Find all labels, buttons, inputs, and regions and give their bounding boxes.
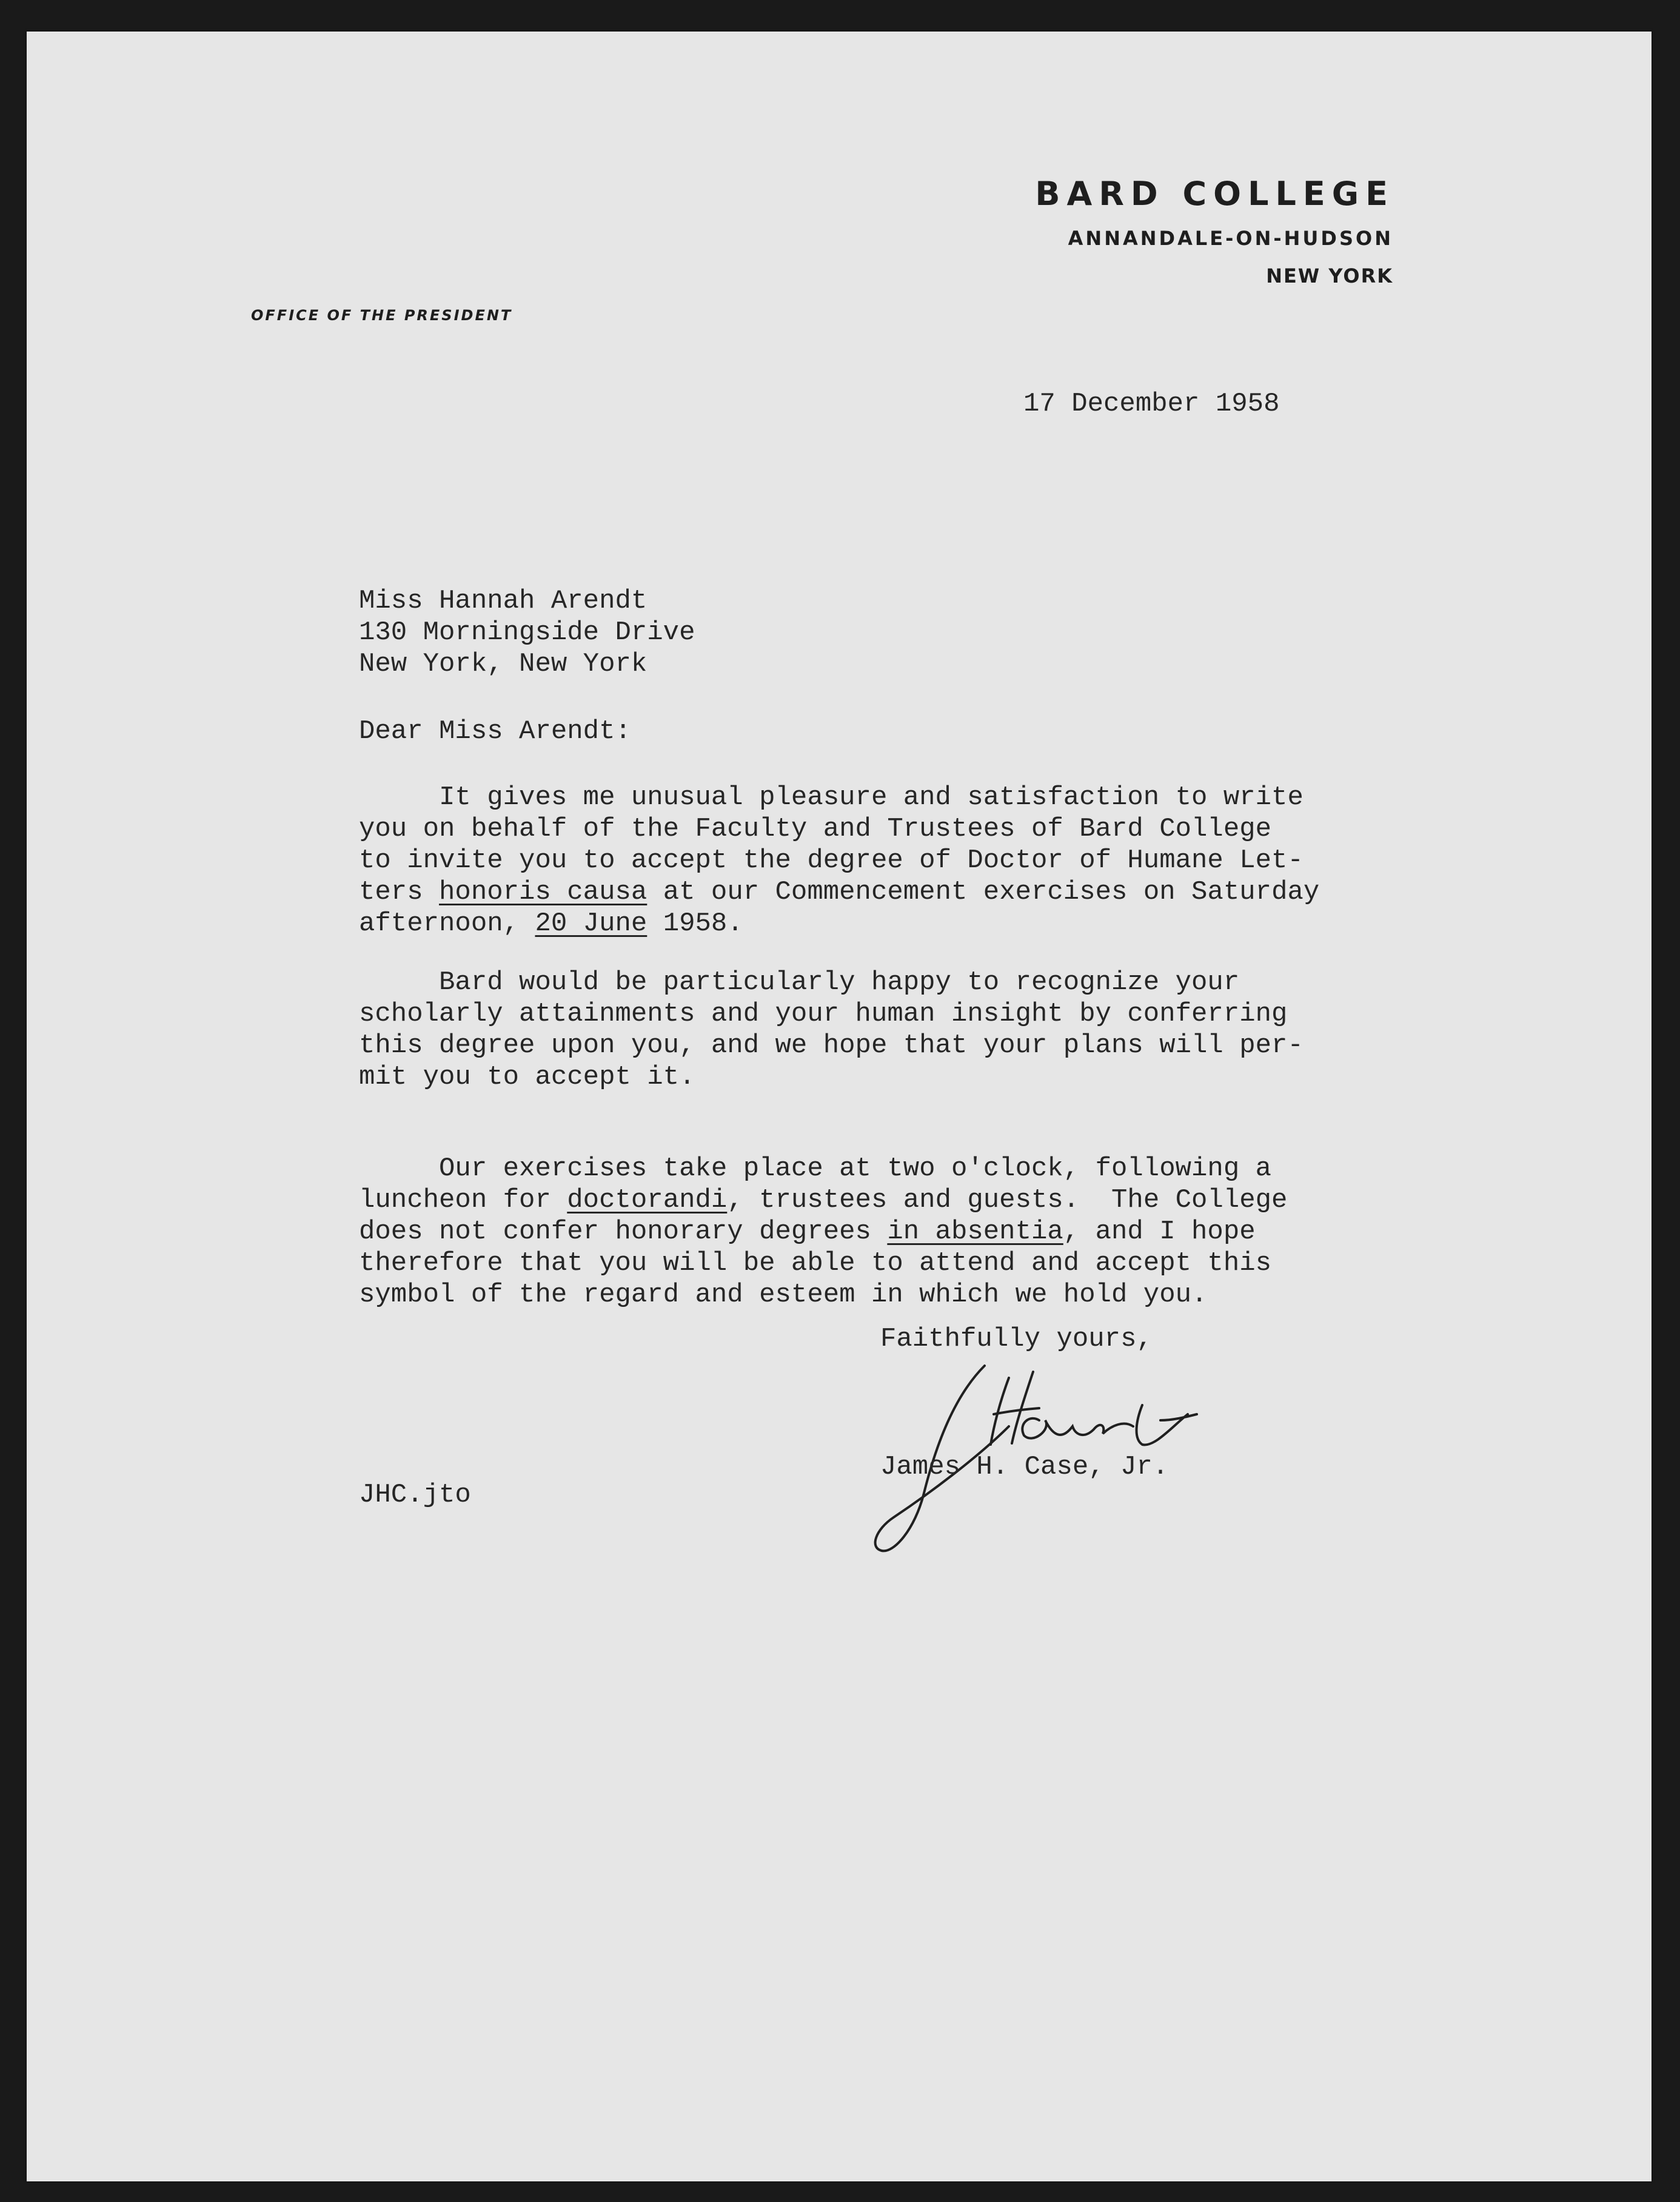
text-line: you on behalf of the Faculty and Trustees of Bard College: [359, 814, 1272, 844]
paragraph-exercises: [359, 1153, 1287, 1311]
recipient-name: Miss Hannah Arendt: [359, 586, 648, 616]
letter-date: 17 December 1958: [1023, 389, 1280, 419]
underlined-phrase: in absentia: [887, 1217, 1063, 1247]
text-line: scholarly attainments and your human insight by conferring: [359, 999, 1288, 1029]
letterhead-state: NEW YORK: [1266, 264, 1393, 287]
text-line: symbol of the regard and esteem in which we hold you.: [359, 1280, 1208, 1310]
text-line: therefore that you will be able to attend and accept this: [359, 1248, 1272, 1278]
recipient-street: 130 Morningside Drive: [359, 617, 695, 648]
letterhead-college: BARD COLLEGE: [1035, 175, 1394, 213]
text-line: ters: [359, 877, 440, 907]
underlined-phrase: honoris causa: [439, 877, 648, 907]
letter-page: [27, 32, 1652, 2181]
text-line: at our Commencement exercises on Saturday: [647, 877, 1320, 907]
text-line: 1958.: [647, 908, 743, 939]
text-line: this degree upon you, and we hope that your plans will per-: [359, 1030, 1304, 1061]
recipient-city: New York, New York: [359, 649, 648, 679]
text-line: Bard would be particularly happy to recognize your: [359, 967, 1240, 998]
letterhead-office: OFFICE OF THE PRESIDENT: [251, 307, 513, 324]
letterhead-town: ANNANDALE-ON-HUDSON: [1068, 227, 1393, 250]
paragraph-invitation: [359, 782, 1319, 939]
text-line: to invite you to accept the degree of Doctor of Humane Let-: [359, 845, 1304, 876]
underlined-phrase: doctorandi: [567, 1185, 728, 1215]
paragraph-recognition: [359, 967, 1304, 1093]
signer-name: James H. Case, Jr.: [880, 1452, 1169, 1482]
text-line: Our exercises take place at two o'clock, following a: [359, 1153, 1272, 1184]
underlined-phrase: 20 June: [535, 908, 648, 939]
text-line: does not confer honorary degrees: [359, 1217, 888, 1247]
recipient-address: [359, 585, 695, 680]
text-line: , and I hope: [1063, 1217, 1256, 1247]
typist-initials: JHC.jto: [359, 1480, 471, 1510]
closing: Faithfully yours,: [880, 1324, 1153, 1354]
text-line: mit you to accept it.: [359, 1062, 695, 1092]
text-line: , trustees and guests. The College: [727, 1185, 1288, 1215]
text-line: luncheon for: [359, 1185, 567, 1215]
text-line: It gives me unusual pleasure and satisfaction to write: [359, 782, 1304, 813]
salutation: Dear Miss Arendt:: [359, 716, 631, 747]
text-line: afternoon,: [359, 908, 535, 939]
